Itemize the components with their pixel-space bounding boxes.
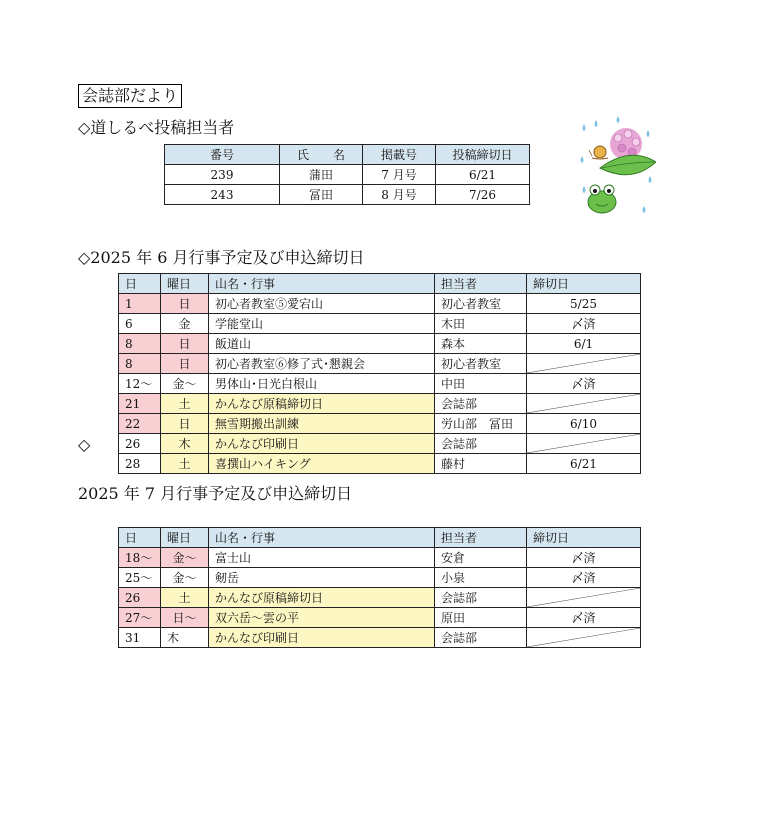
cell-weekday: 木 bbox=[161, 628, 209, 648]
cell-event: 初心者教室⑤愛宕山 bbox=[209, 294, 435, 314]
cell-weekday: 土 bbox=[161, 454, 209, 474]
cell-day: 26 bbox=[119, 588, 161, 608]
col-event: 山名・行事 bbox=[209, 528, 435, 548]
cell-event: かんなび原稿締切日 bbox=[209, 588, 435, 608]
cell: 7/26 bbox=[436, 185, 530, 205]
cell-weekday: 金～ bbox=[161, 548, 209, 568]
cell-deadline: 〆済 bbox=[527, 314, 641, 334]
col-weekday: 曜日 bbox=[161, 528, 209, 548]
col-owner: 担当者 bbox=[435, 528, 527, 548]
cell-owner: 初心者教室 bbox=[435, 354, 527, 374]
cell-day: 1 bbox=[119, 294, 161, 314]
table-row bbox=[119, 434, 641, 454]
col-deadline: 締切日 bbox=[527, 274, 641, 294]
col-deadline: 締切日 bbox=[527, 528, 641, 548]
cell-owner: 会誌部 bbox=[435, 588, 527, 608]
cell-weekday: 土 bbox=[161, 588, 209, 608]
cell-deadline: 6/1 bbox=[527, 334, 641, 354]
cell-deadline: 6/21 bbox=[527, 454, 641, 474]
cell-owner: 会誌部 bbox=[435, 434, 527, 454]
table-row bbox=[119, 394, 641, 414]
cell-day: 28 bbox=[119, 454, 161, 474]
cell-owner: 会誌部 bbox=[435, 394, 527, 414]
cell-deadline: 5/25 bbox=[527, 294, 641, 314]
col-number: 番号 bbox=[165, 145, 280, 165]
table-row bbox=[119, 314, 641, 334]
table-row bbox=[119, 374, 641, 394]
section-title: 会誌部だより bbox=[78, 84, 182, 108]
cell: 243 bbox=[165, 185, 280, 205]
table-row bbox=[119, 294, 641, 314]
cell-weekday: 日 bbox=[161, 354, 209, 374]
table-row bbox=[165, 165, 530, 185]
cell-day: 8 bbox=[119, 334, 161, 354]
col-name: 氏 名 bbox=[280, 145, 363, 165]
cell-deadline: 〆済 bbox=[527, 548, 641, 568]
michi-table bbox=[164, 144, 530, 205]
cell-event: 飯道山 bbox=[209, 334, 435, 354]
cell-event: 無雪期搬出訓練 bbox=[209, 414, 435, 434]
table-row bbox=[119, 334, 641, 354]
cell-event: 剱岳 bbox=[209, 568, 435, 588]
june-table bbox=[118, 273, 641, 474]
cell-day: 18～ bbox=[119, 548, 161, 568]
cell-day: 31 bbox=[119, 628, 161, 648]
cell-weekday: 金～ bbox=[161, 374, 209, 394]
cell-deadline-none bbox=[527, 354, 641, 374]
cell-weekday: 金 bbox=[161, 314, 209, 334]
cell-weekday: 日～ bbox=[161, 608, 209, 628]
leaf-icon bbox=[600, 155, 656, 174]
cell-deadline-none bbox=[527, 434, 641, 454]
july-table bbox=[118, 527, 641, 648]
cell-event: 学能堂山 bbox=[209, 314, 435, 334]
cell: 8 月号 bbox=[363, 185, 436, 205]
cell-weekday: 土 bbox=[161, 394, 209, 414]
cell: 7 月号 bbox=[363, 165, 436, 185]
hydrangea-illustration bbox=[578, 116, 656, 220]
cell-day: 12～ bbox=[119, 374, 161, 394]
col-day: 日 bbox=[119, 274, 161, 294]
cell-event: 男体山･日光白根山 bbox=[209, 374, 435, 394]
cell-day: 26 bbox=[119, 434, 161, 454]
col-event: 山名・行事 bbox=[209, 274, 435, 294]
cell-day: 27～ bbox=[119, 608, 161, 628]
cell-deadline-none bbox=[527, 628, 641, 648]
table-row bbox=[119, 414, 641, 434]
july-heading: 2025 年 7 月行事予定及び申込締切日 bbox=[78, 484, 353, 503]
table-row bbox=[119, 454, 641, 474]
cell-owner: 小泉 bbox=[435, 568, 527, 588]
cell-day: 6 bbox=[119, 314, 161, 334]
table-row bbox=[119, 588, 641, 608]
col-owner: 担当者 bbox=[435, 274, 527, 294]
cell-event: 富士山 bbox=[209, 548, 435, 568]
cell-owner: 藤村 bbox=[435, 454, 527, 474]
cell-owner: 木田 bbox=[435, 314, 527, 334]
cell-deadline-none bbox=[527, 588, 641, 608]
cell-event: 喜撰山ハイキング bbox=[209, 454, 435, 474]
cell-owner: 労山部 冨田 bbox=[435, 414, 527, 434]
cell-deadline: 〆済 bbox=[527, 608, 641, 628]
snail-icon bbox=[589, 146, 608, 159]
cell-owner: 森本 bbox=[435, 334, 527, 354]
michi-heading: ◇道しるべ投稿担当者 bbox=[78, 118, 235, 137]
cell-event: かんなび印刷日 bbox=[209, 434, 435, 454]
cell: 239 bbox=[165, 165, 280, 185]
table-header-row bbox=[119, 528, 641, 548]
cell-weekday: 日 bbox=[161, 334, 209, 354]
july-diamond: ◇ bbox=[78, 435, 91, 454]
cell-weekday: 木 bbox=[161, 434, 209, 454]
cell-day: 22 bbox=[119, 414, 161, 434]
table-header-row bbox=[119, 274, 641, 294]
cell-owner: 会誌部 bbox=[435, 628, 527, 648]
cell-deadline: 〆済 bbox=[527, 374, 641, 394]
cell-day: 8 bbox=[119, 354, 161, 374]
col-deadline: 投稿締切日 bbox=[436, 145, 530, 165]
cell: 冨田 bbox=[280, 185, 363, 205]
cell-owner: 安倉 bbox=[435, 548, 527, 568]
table-row bbox=[165, 185, 530, 205]
cell-day: 21 bbox=[119, 394, 161, 414]
cell-event: 双六岳～雲の平 bbox=[209, 608, 435, 628]
cell-weekday: 日 bbox=[161, 294, 209, 314]
cell-deadline: 6/10 bbox=[527, 414, 641, 434]
cell-weekday: 日 bbox=[161, 414, 209, 434]
table-header-row bbox=[165, 145, 530, 165]
cell-deadline-none bbox=[527, 394, 641, 414]
col-issue: 掲載号 bbox=[363, 145, 436, 165]
cell-weekday: 金～ bbox=[161, 568, 209, 588]
table-row bbox=[119, 548, 641, 568]
cell-owner: 原田 bbox=[435, 608, 527, 628]
table-row bbox=[119, 608, 641, 628]
frog-icon bbox=[588, 185, 616, 213]
cell-owner: 中田 bbox=[435, 374, 527, 394]
cell-owner: 初心者教室 bbox=[435, 294, 527, 314]
cell-deadline: 〆済 bbox=[527, 568, 641, 588]
col-day: 日 bbox=[119, 528, 161, 548]
table-row bbox=[119, 354, 641, 374]
june-heading: ◇2025 年 6 月行事予定及び申込締切日 bbox=[78, 248, 365, 267]
cell: 蒲田 bbox=[280, 165, 363, 185]
cell-event: かんなび印刷日 bbox=[209, 628, 435, 648]
cell-event: 初心者教室⑥修了式･懇親会 bbox=[209, 354, 435, 374]
table-row bbox=[119, 568, 641, 588]
table-row bbox=[119, 628, 641, 648]
cell-event: かんなび原稿締切日 bbox=[209, 394, 435, 414]
col-weekday: 曜日 bbox=[161, 274, 209, 294]
cell: 6/21 bbox=[436, 165, 530, 185]
cell-day: 25～ bbox=[119, 568, 161, 588]
